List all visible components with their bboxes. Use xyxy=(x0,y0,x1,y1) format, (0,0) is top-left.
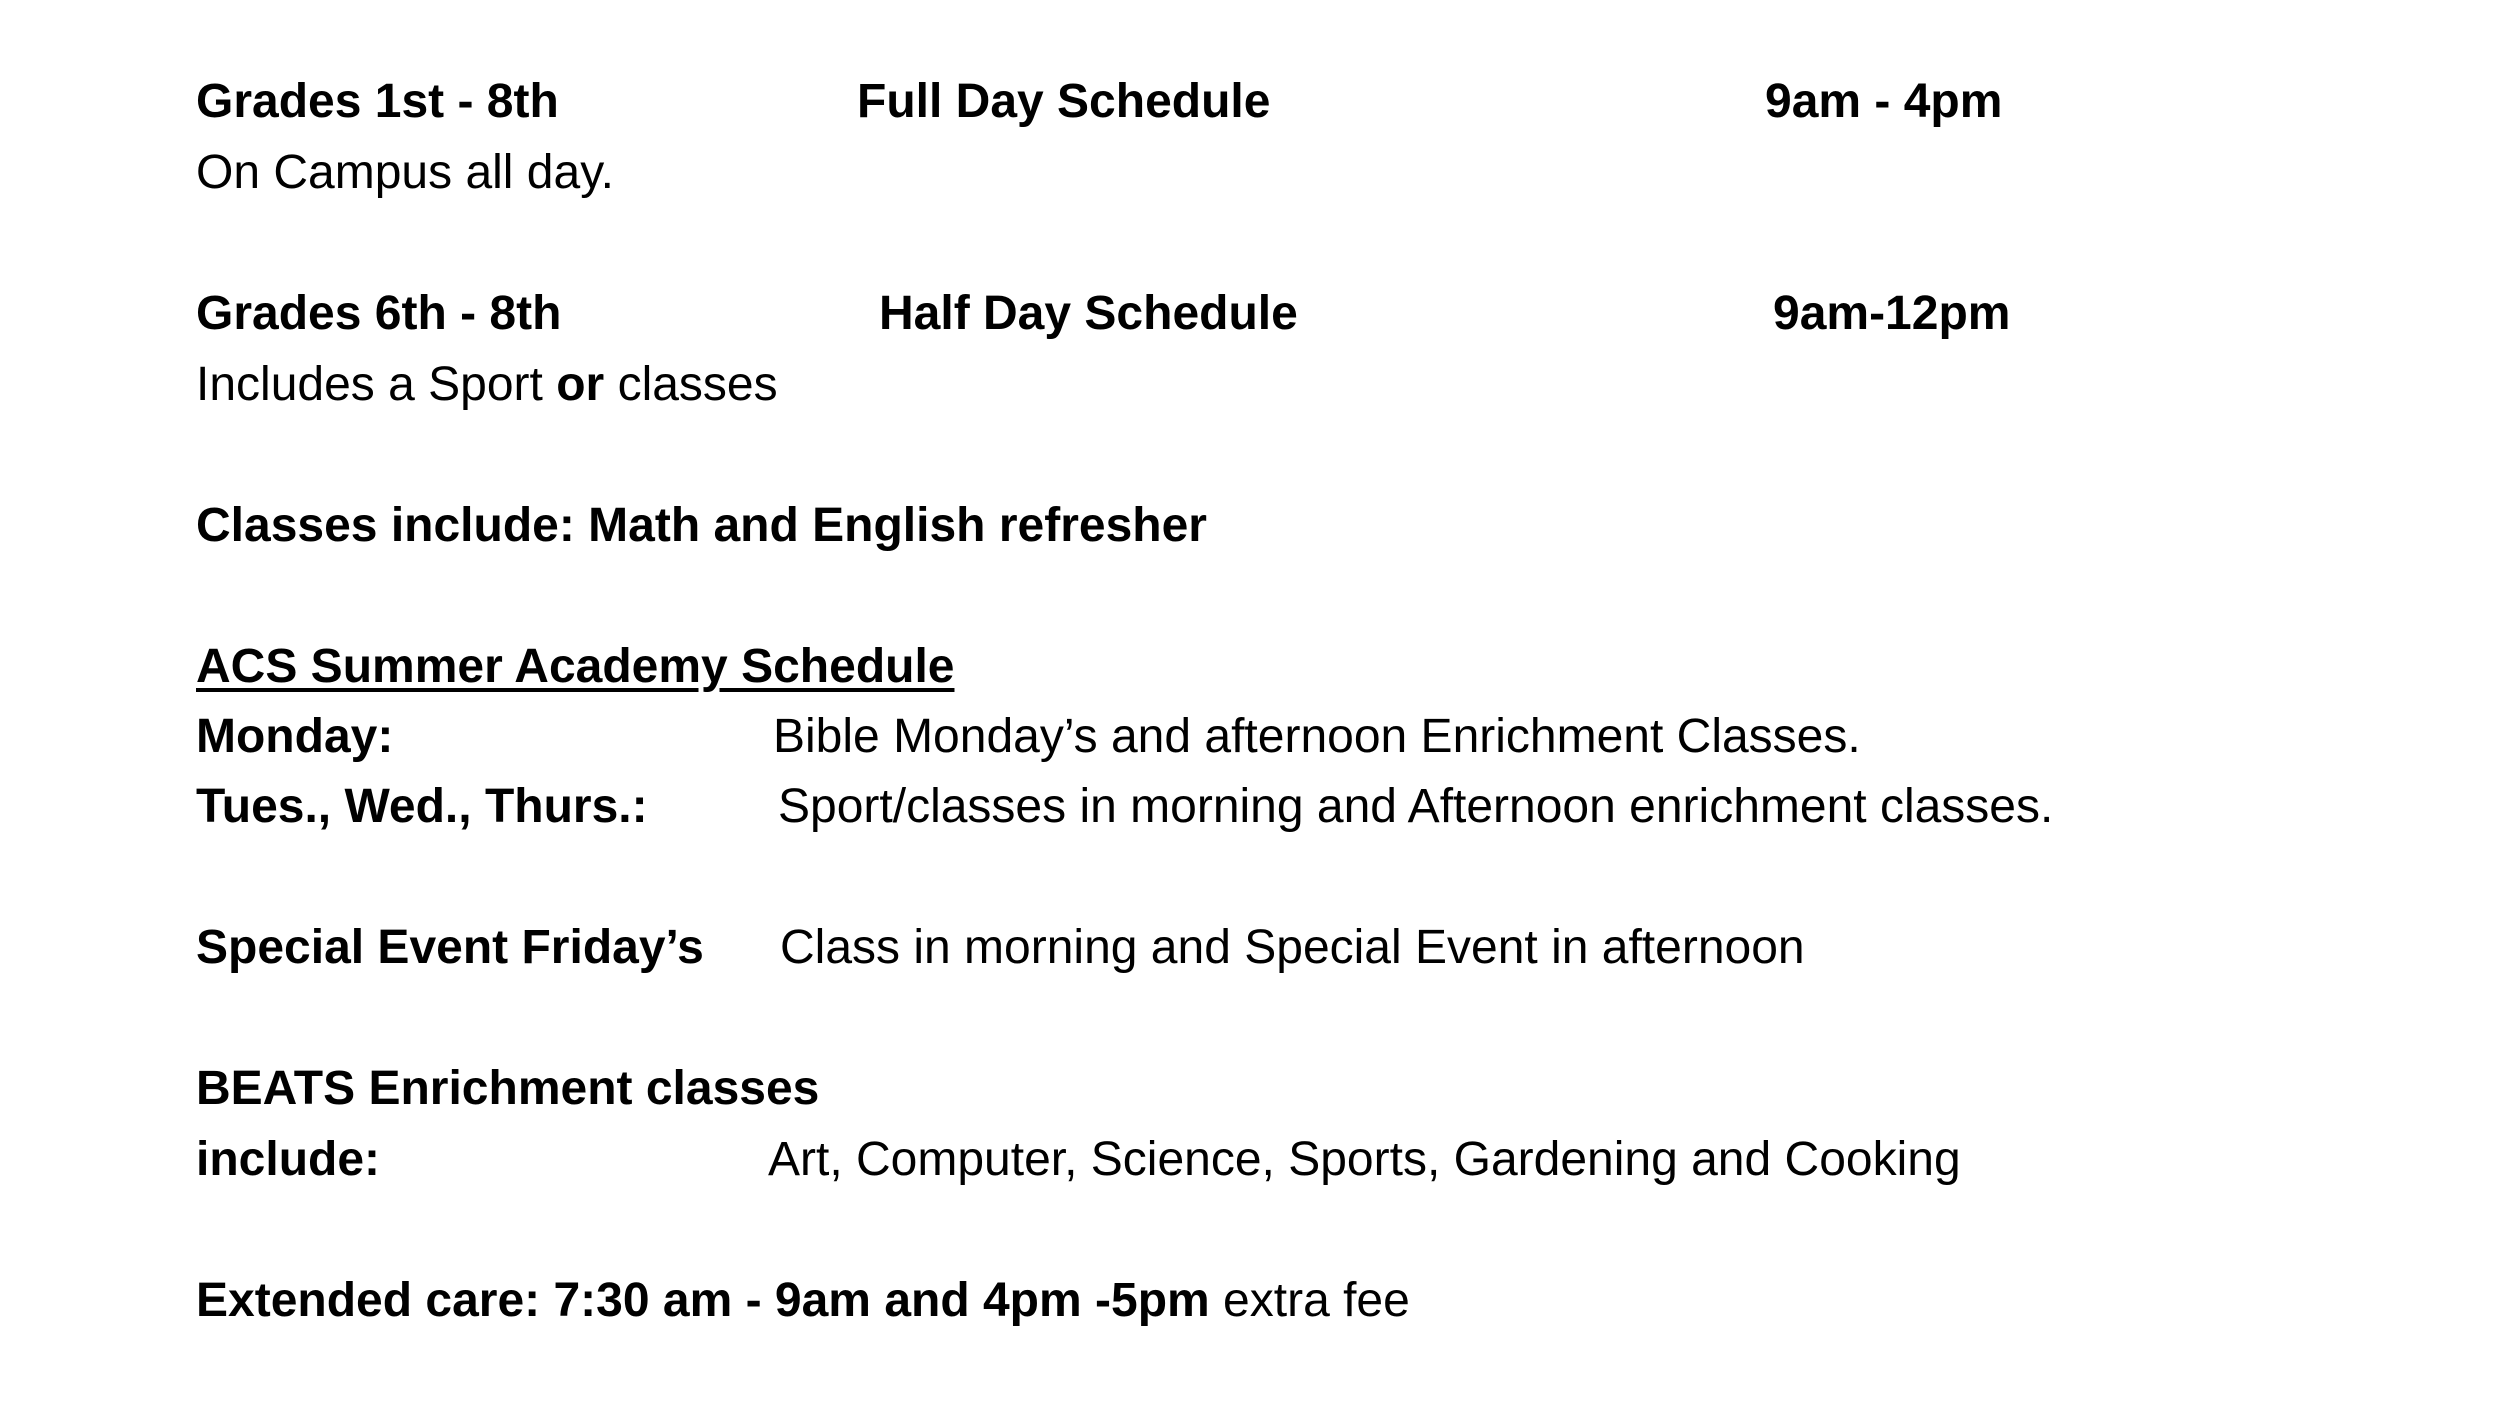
academy-day-monday: Monday: xyxy=(196,710,394,763)
beats-detail: Art, Computer, Science, Sports, Gardening and Cooking xyxy=(768,1133,1961,1186)
half-day-note-prefix: Includes a Sport xyxy=(196,358,543,411)
beats-label-line1: BEATS Enrichment classes xyxy=(196,1062,820,1115)
full-day-note: On Campus all day. xyxy=(196,146,614,199)
half-day-time: 9am-12pm xyxy=(1773,287,2011,340)
half-day-schedule-title: Half Day Schedule xyxy=(879,287,1298,340)
academy-heading: ACS Summer Academy Schedule xyxy=(196,640,955,693)
beats-label-line2: include: xyxy=(196,1133,381,1186)
full-day-grades: Grades 1st - 8th xyxy=(196,75,559,128)
half-day-grades: Grades 6th - 8th xyxy=(196,287,562,340)
extended-care-label: Extended care: 7:30 am - 9am and 4pm -5pm xyxy=(196,1274,1210,1327)
extended-care xyxy=(196,1271,1410,1331)
special-event-label: Special Event Friday’s xyxy=(196,921,704,974)
academy-detail-tue-thu: Sport/classes in morning and Afternoon enrichment classes. xyxy=(778,780,2054,833)
classes-include: Classes include: Math and English refresher xyxy=(196,499,1207,552)
half-day-note-bold: or xyxy=(556,358,605,411)
full-day-time: 9am - 4pm xyxy=(1765,75,2003,128)
half-day-note xyxy=(196,355,778,415)
academy-detail-monday: Bible Monday’s and afternoon Enrichment Classes. xyxy=(773,710,1861,763)
special-event-detail: Class in morning and Special Event in afternoon xyxy=(780,921,1805,974)
extended-care-suffix: extra fee xyxy=(1223,1274,1410,1327)
half-day-note-suffix: classes xyxy=(617,358,778,411)
full-day-schedule-title: Full Day Schedule xyxy=(857,75,1271,128)
academy-day-tue-thu: Tues., Wed., Thurs.: xyxy=(196,780,648,833)
